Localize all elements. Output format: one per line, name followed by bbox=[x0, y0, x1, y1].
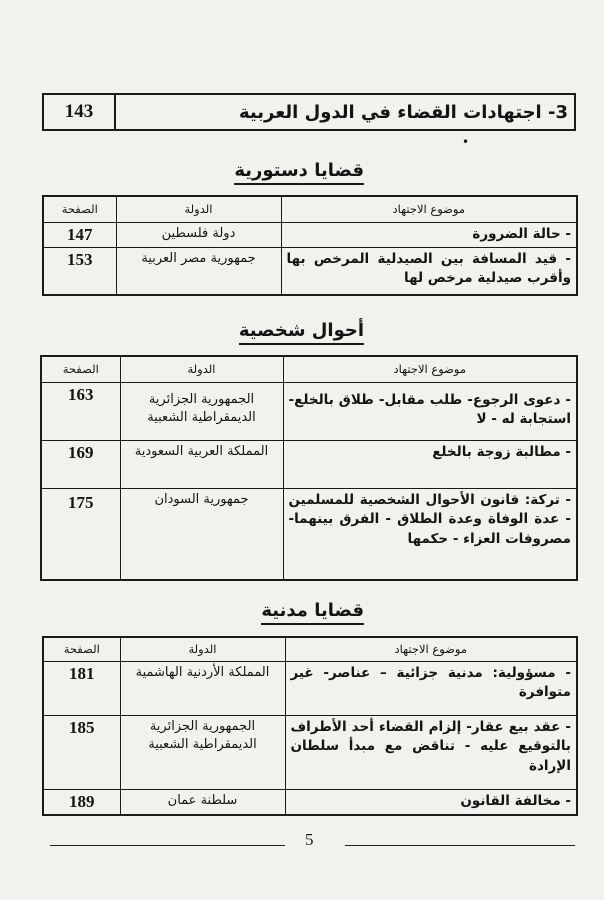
row-country: المملكة العربية السعودية bbox=[120, 440, 283, 488]
row-topic: - تركة: قانون الأحوال الشخصية للمسلمين - عدة الوفاة وعدة الطلاق - الفرق بينهما- مصروفات العزاء - حكمها bbox=[283, 488, 577, 580]
col-topic-header: موضوع الاجتهاد bbox=[281, 196, 577, 222]
section-title-civil: قضايا مدنية bbox=[261, 600, 364, 625]
row-page: 189 bbox=[43, 789, 120, 815]
table-row bbox=[43, 247, 577, 295]
table-row bbox=[43, 715, 577, 789]
col-page-header: الصفحة bbox=[41, 356, 120, 382]
row-country: الجمهورية الجزائرية الديمقراطية الشعبية bbox=[120, 715, 285, 789]
row-topic: - عقد بيع عقار- إلزام القضاء أحد الأطراف بالتوقيع عليه - تناقض مع مبدأ سلطان الإرادة bbox=[285, 715, 577, 789]
row-country: سلطنة عمان bbox=[120, 789, 285, 815]
col-topic-header: موضوع الاجتهاد bbox=[283, 356, 577, 382]
row-country: الجمهورية الجزائرية الديمقراطية الشعبية bbox=[120, 382, 283, 440]
row-page: 181 bbox=[43, 661, 120, 715]
table-row bbox=[43, 661, 577, 715]
col-country-header: الدولة bbox=[120, 637, 285, 661]
row-topic: - مطالبة زوجة بالخلع bbox=[283, 440, 577, 488]
constitutional-table bbox=[42, 195, 578, 296]
footer-rule-right bbox=[345, 845, 575, 846]
row-page: 153 bbox=[43, 247, 116, 295]
row-page: 169 bbox=[41, 440, 120, 488]
civil-table bbox=[42, 636, 578, 816]
table-row bbox=[41, 488, 577, 580]
footer-page-number: 5 bbox=[305, 830, 314, 849]
table-header-row bbox=[41, 356, 577, 382]
col-page-header: الصفحة bbox=[43, 637, 120, 661]
col-page-header: الصفحة bbox=[43, 196, 116, 222]
row-topic: - مسؤولية: مدنية جزائية – عناصر- غير متوافرة bbox=[285, 661, 577, 715]
row-topic: - دعوى الرجوع- طلب مقابل- طلاق بالخلع- استجابة له - لا bbox=[283, 382, 577, 440]
header-page-number: 143 bbox=[44, 95, 116, 129]
table-row bbox=[41, 382, 577, 440]
stray-dot: • bbox=[462, 135, 470, 149]
table-header-row bbox=[43, 196, 577, 222]
footer-rule-left bbox=[50, 845, 285, 846]
col-topic-header: موضوع الاجتهاد bbox=[285, 637, 577, 661]
header-title: 3- اجتهادات القضاء في الدول العربية bbox=[239, 101, 568, 123]
section-title-personal-status: أحوال شخصية bbox=[239, 320, 364, 345]
row-country: المملكة الأردنية الهاشمية bbox=[120, 661, 285, 715]
section-title-constitutional: قضايا دستورية bbox=[234, 160, 364, 185]
table-row bbox=[41, 440, 577, 488]
row-topic: - قيد المسافة بين الصيدلية المرخص بها وأقرب صيدلية مرخص لها bbox=[281, 247, 577, 295]
col-country-header: الدولة bbox=[116, 196, 281, 222]
row-country: دولة فلسطين bbox=[116, 222, 281, 247]
table-header-row bbox=[43, 637, 577, 661]
table-row bbox=[43, 222, 577, 247]
row-topic: - حالة الضرورة bbox=[281, 222, 577, 247]
row-page: 175 bbox=[41, 488, 120, 580]
row-country: جمهورية السودان bbox=[120, 488, 283, 580]
row-page: 163 bbox=[41, 382, 120, 440]
row-country: جمهورية مصر العربية bbox=[116, 247, 281, 295]
personal-status-table bbox=[40, 355, 578, 581]
table-row bbox=[43, 789, 577, 815]
row-page: 185 bbox=[43, 715, 120, 789]
row-topic: - مخالفة القانون bbox=[285, 789, 577, 815]
col-country-header: الدولة bbox=[120, 356, 283, 382]
header-box bbox=[42, 93, 576, 131]
row-page: 147 bbox=[43, 222, 116, 247]
